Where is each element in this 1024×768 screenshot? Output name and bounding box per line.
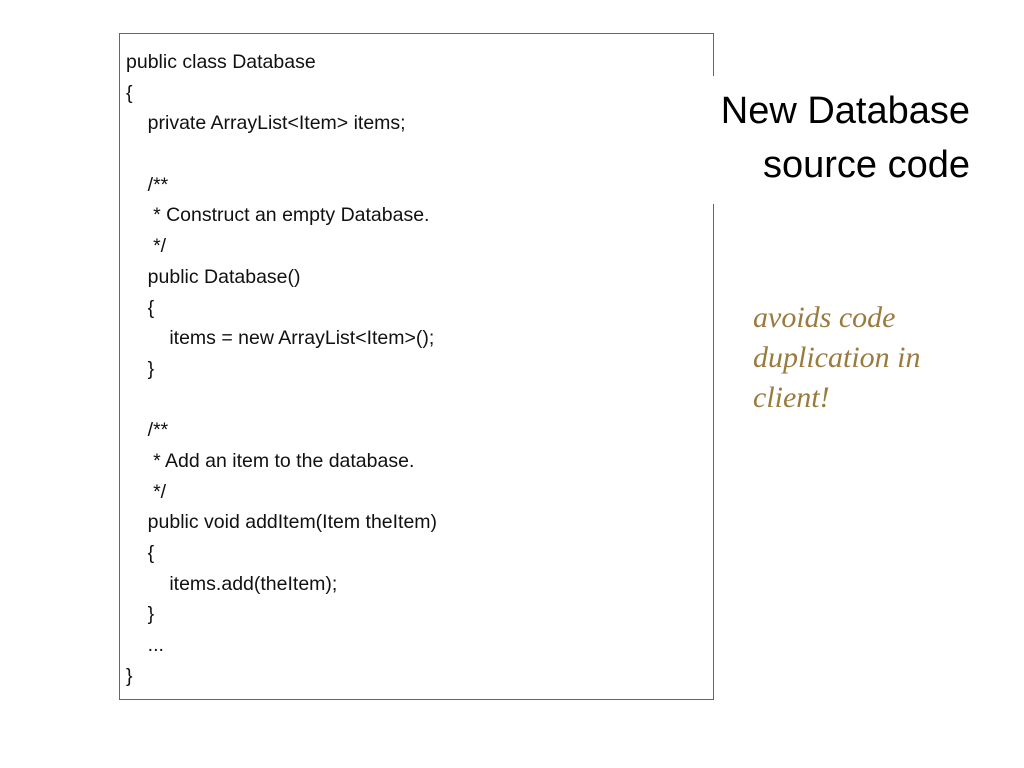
code-line: */ [126,235,167,258]
code-line: items = new ArrayList<Item>(); [126,327,435,350]
code-line: } [126,664,133,687]
code-line: /** [126,419,169,442]
code-line: * Construct an empty Database. [126,204,430,227]
code-line: public Database() [126,265,301,288]
title-line: source code [762,144,970,186]
code-line [126,139,437,170]
code-line: public void addItem(Item theItem) [126,511,438,534]
code-line: { [126,296,155,319]
slide-title [721,84,970,192]
code-listing [126,47,437,691]
annotation-note [753,298,983,418]
code-line: */ [126,480,167,503]
note-line: client! [753,381,830,414]
code-line: public class Database [126,51,316,73]
code-line: items.add(theItem); [126,572,338,595]
code-line: * Add an item to the database. [126,449,415,472]
code-line: { [126,81,133,104]
code-line: /** [126,173,169,196]
code-line: { [126,542,155,564]
code-line [126,385,437,416]
title-line: New Database [720,90,970,132]
code-line: ... [126,634,164,657]
code-box [119,33,714,700]
note-line: avoids code [753,301,896,334]
code-line: private ArrayList<Item> items; [126,112,406,135]
code-line: } [126,603,155,626]
code-line: } [126,357,155,380]
note-line: duplication in [753,341,921,374]
